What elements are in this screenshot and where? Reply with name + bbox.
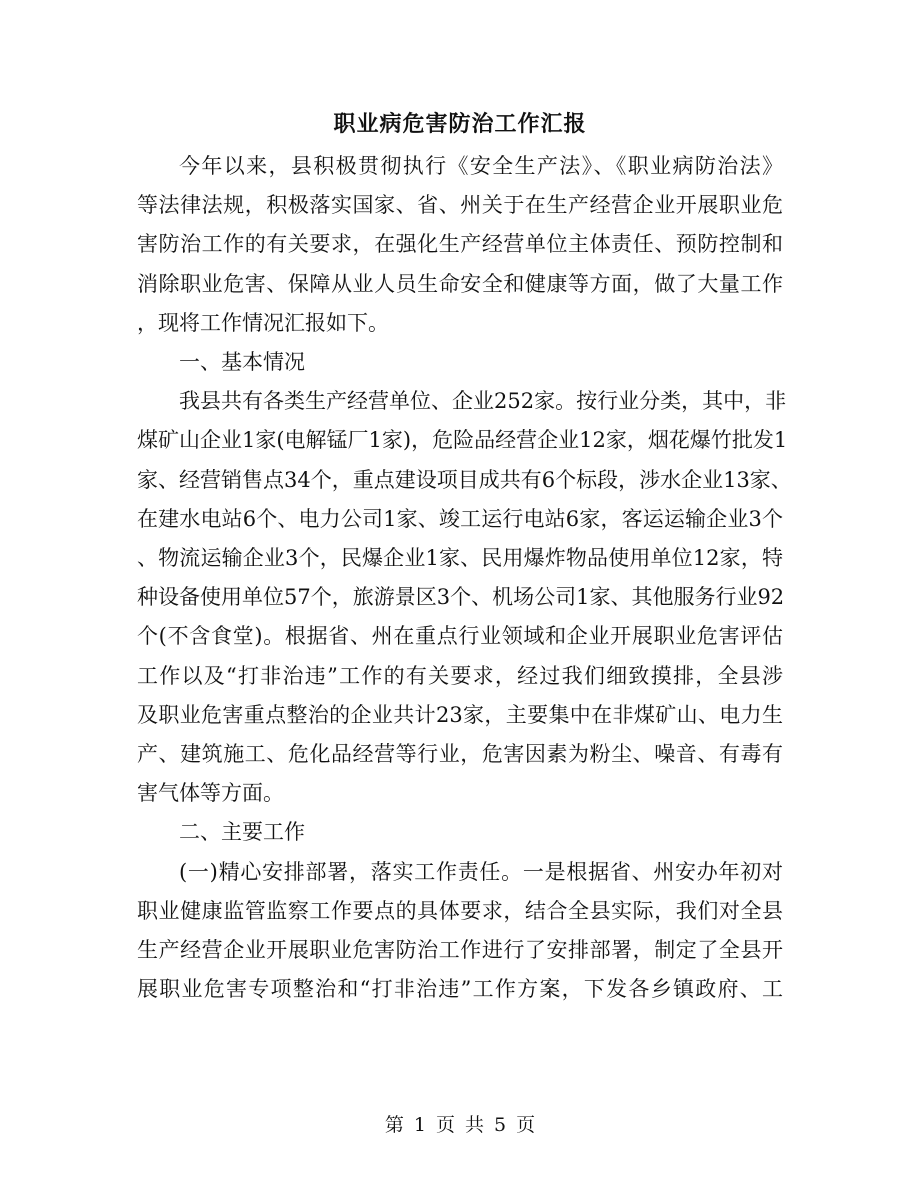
paragraph-line: 个(不含食堂)。根据省、州在重点行业领域和企业开展职业危害评估 — [137, 624, 783, 649]
intro-line: ，现将工作情况汇报如下。 — [137, 310, 389, 335]
document-title: 职业病危害防治工作汇报 — [333, 111, 587, 137]
paragraph-line: (一)精心安排部署，落实工作责任。一是根据省、州安办年初对 — [179, 859, 783, 884]
section-heading-main-work: 二、主要工作 — [179, 820, 305, 845]
paragraph-line: 我县共有各类生产经营单位、企业252家。按行业分类，其中，非 — [179, 389, 787, 414]
intro-line: 消除职业危害、保障从业人员生命安全和健康等方面，做了大量工作 — [137, 271, 783, 296]
paragraph-line: 、物流运输企业3个，民爆企业1家、民用爆炸物品使用单位12家，特 — [137, 546, 783, 571]
page-footer: 第 1 页 共 5 页 — [384, 1114, 536, 1136]
paragraph-line: 在建水电站6个、电力公司1家、竣工运行电站6家，客运运输企业3个 — [137, 506, 783, 531]
intro-line: 今年以来，县积极贯彻执行《安全生产法》、《职业病防治法》 — [179, 154, 783, 178]
paragraph-line: 展职业危害专项整治和“打非治违”工作方案，下发各乡镇政府、工 — [137, 977, 783, 1002]
basic-situation-paragraph — [137, 382, 792, 813]
paragraph-line: 工作以及“打非治违”工作的有关要求，经过我们细致摸排，全县涉 — [137, 663, 783, 688]
intro-line: 害防治工作的有关要求，在强化生产经营单位主体责任、预防控制和 — [137, 232, 783, 257]
section-heading-basic-situation: 一、基本情况 — [179, 350, 305, 375]
paragraph-line: 生产经营企业开展职业危害防治工作进行了安排部署，制定了全县开 — [137, 938, 783, 963]
paragraph-line: 种设备使用单位57个，旅游景区3个、机场公司1家、其他服务行业92 — [137, 585, 785, 610]
paragraph-line: 煤矿山企业1家(电解锰厂1家)，危险品经营企业12家，烟花爆竹批发1 — [137, 428, 788, 453]
paragraph-line: 家、经营销售点34个，重点建设项目成共有6个标段，涉水企业13家、 — [137, 467, 792, 492]
intro-line: 等法律法规，积极落实国家、省、州关于在生产经营企业开展职业危 — [137, 193, 783, 218]
paragraph-line: 及职业危害重点整治的企业共计23家，主要集中在非煤矿山、电力生 — [137, 702, 783, 727]
document-body — [137, 147, 792, 1009]
paragraph-line: 职业健康监管监察工作要点的具体要求，结合全县实际，我们对全县 — [137, 898, 783, 923]
paragraph-line: 产、建筑施工、危化品经营等行业，危害因素为粉尘、噪音、有毒有 — [137, 742, 783, 767]
paragraph-line: 害气体等方面。 — [137, 781, 284, 806]
intro-paragraph — [137, 147, 783, 343]
main-work-paragraph — [137, 853, 783, 1010]
